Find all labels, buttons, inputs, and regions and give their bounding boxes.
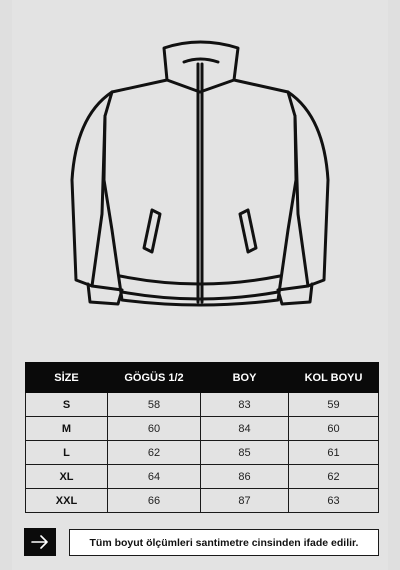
chest-cell: 62 (108, 441, 201, 465)
length-cell: 85 (201, 441, 289, 465)
sleeve-cell: 62 (289, 465, 379, 489)
table-row (26, 417, 379, 441)
measurement-note: Tüm boyut ölçümleri santimetre cinsinden ifade edilir. (69, 529, 379, 556)
sleeve-cell: 59 (289, 393, 379, 417)
header-size: SİZE (26, 363, 108, 393)
sleeve-cell: 60 (289, 417, 379, 441)
jacket-outline-icon (12, 0, 388, 330)
table-row (26, 465, 379, 489)
chest-cell: 66 (108, 489, 201, 513)
length-cell: 86 (201, 465, 289, 489)
length-cell: 83 (201, 393, 289, 417)
sleeve-cell: 63 (289, 489, 379, 513)
table-row (26, 441, 379, 465)
header-chest: GÖGÜS 1/2 (108, 363, 201, 393)
measurement-note-row (24, 528, 380, 556)
size-chart-table (25, 362, 379, 513)
sleeve-cell: 61 (289, 441, 379, 465)
size-cell: M (26, 417, 108, 441)
chest-cell: 64 (108, 465, 201, 489)
chest-cell: 60 (108, 417, 201, 441)
length-cell: 84 (201, 417, 289, 441)
table-row (26, 489, 379, 513)
size-cell: L (26, 441, 108, 465)
size-cell: XXL (26, 489, 108, 513)
size-cell: XL (26, 465, 108, 489)
size-cell: S (26, 393, 108, 417)
arrow-right-icon (31, 535, 49, 549)
jacket-illustration (12, 0, 388, 330)
size-guide-page (12, 0, 388, 570)
table-header-row (26, 363, 379, 393)
header-length: BOY (201, 363, 289, 393)
table-row (26, 393, 379, 417)
header-sleeve-length: KOL BOYU (289, 363, 379, 393)
arrow-button[interactable] (24, 528, 56, 556)
chest-cell: 58 (108, 393, 201, 417)
length-cell: 87 (201, 489, 289, 513)
